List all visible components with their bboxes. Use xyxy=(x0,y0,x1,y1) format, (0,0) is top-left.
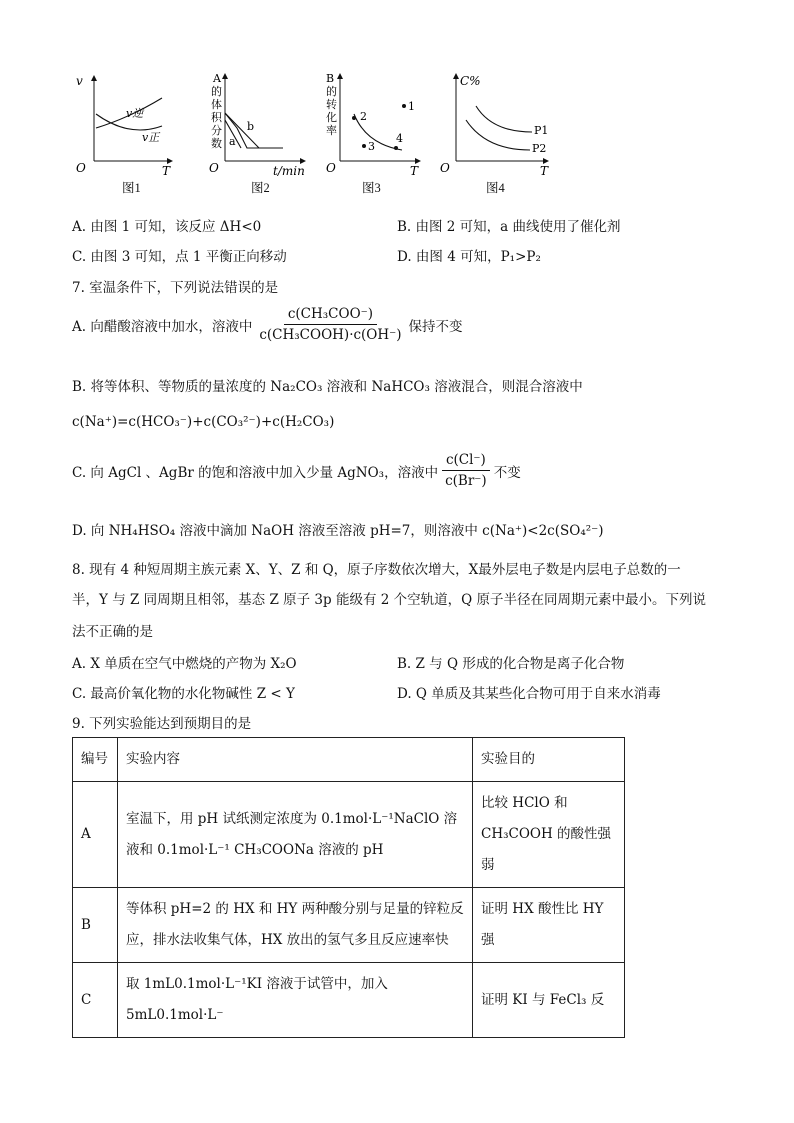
fig2-y-6: 数 xyxy=(211,137,222,150)
fig3-y-4: 化 xyxy=(326,111,337,124)
q7-option-b[interactable]: B. 将等体积、等物质的量浓度的 Na₂CO₃ 溶液和 NaHCO₃ 溶液混合，则混合溶液中 xyxy=(72,379,583,395)
fig2-label-a: a xyxy=(229,135,236,148)
fig3-label-3: 3 xyxy=(368,140,375,153)
q8-option-a[interactable]: A. X 单质在空气中燃烧的产物为 X₂O xyxy=(72,656,297,672)
fig1-origin: O xyxy=(76,161,86,175)
figure-4-graph xyxy=(438,68,558,178)
header-content: 实验内容 xyxy=(118,738,473,782)
q6-option-c[interactable]: C. 由图 3 可知，点 1 平衡正向移动 xyxy=(72,249,287,265)
q8-option-d[interactable]: D. Q 单质及其某些化合物可用于自来水消毒 xyxy=(397,686,661,702)
fig2-label-b: b xyxy=(247,120,255,133)
table-row[interactable] xyxy=(73,963,625,1038)
fig1-x-label: T xyxy=(162,164,171,178)
table-row[interactable] xyxy=(73,782,625,888)
q7-a-fraction xyxy=(255,306,405,343)
fig3-label-4: 4 xyxy=(396,132,403,145)
figure-2 xyxy=(205,68,320,195)
row-a-id: A xyxy=(73,782,118,888)
fig3-y-1: B xyxy=(326,72,335,85)
fig3-y-2: 的 xyxy=(326,85,337,98)
row-c-purpose: 证明 KI 与 FeCl₃ 反 xyxy=(473,963,625,1038)
fig3-caption: 图3 xyxy=(362,181,381,195)
row-b-purpose: 证明 HX 酸性比 HY 强 xyxy=(473,888,625,963)
fig2-caption: 图2 xyxy=(251,181,270,195)
fig2-y-1: A xyxy=(213,72,221,85)
q8-stem-line3: 法不正确的是 xyxy=(72,624,153,640)
q7-c-text: C. 向 AgCl 、AgBr 的饱和溶液中加入少量 AgNO₃，溶液中 xyxy=(72,464,439,481)
q7-c-tail: 不变 xyxy=(493,464,521,481)
figure-1-graph xyxy=(74,68,184,178)
fig3-label-1: 1 xyxy=(408,100,415,113)
row-b-id: B xyxy=(73,888,118,963)
table-row[interactable] xyxy=(73,888,625,963)
q8-option-b[interactable]: B. Z 与 Q 形成的化合物是离子化合物 xyxy=(397,656,625,672)
fig3-y-3: 转 xyxy=(326,98,337,111)
q9-stem: 9. 下列实验能达到预期目的是 xyxy=(72,716,252,732)
fig1-y-label: v xyxy=(76,74,83,88)
fig1-label-forward: v正 xyxy=(142,131,160,144)
fig3-y-5: 率 xyxy=(326,124,337,137)
fig3-label-2: 2 xyxy=(360,110,367,123)
fig2-x-label: t/min xyxy=(273,164,305,178)
point-2 xyxy=(352,116,356,120)
q7-option-d[interactable]: D. 向 NH₄HSO₄ 溶液中滴加 NaOH 溶液至溶液 pH=7，则溶液中 c(Na⁺)<2c(SO₄²⁻) xyxy=(72,523,604,539)
fig4-label-p1: P1 xyxy=(534,124,549,137)
figure-4 xyxy=(438,68,558,195)
q7-a-tail: 保持不变 xyxy=(408,318,463,335)
row-c-content: 取 1mL0.1mol·L⁻¹KI 溶液于试管中，加入 5mL0.1mol·L⁻ xyxy=(118,963,473,1038)
fig2-y-5: 分 xyxy=(211,124,222,137)
fig3-x-label: T xyxy=(410,164,419,178)
curve-p2 xyxy=(466,120,530,150)
header-purpose: 实验目的 xyxy=(473,738,625,782)
q8-stem-line1: 8. 现有 4 种短周期主族元素 X、Y、Z 和 Q，原子序数依次增大，X最外层电子数是内层电子总数的一 xyxy=(72,562,681,578)
q7-a-denominator: c(CH₃COOH)·c(OH⁻) xyxy=(259,327,402,343)
fig4-label-p2: P2 xyxy=(532,142,547,155)
point-4 xyxy=(394,146,398,150)
fig3-origin: O xyxy=(326,161,336,175)
q7-c-numerator: c(Cl⁻) xyxy=(442,452,490,471)
fig4-origin: O xyxy=(440,161,450,175)
figure-2-graph xyxy=(205,68,320,178)
fig4-caption: 图4 xyxy=(486,181,505,195)
q7-option-a[interactable] xyxy=(72,306,463,343)
fig4-y-label: C% xyxy=(460,74,481,88)
fig1-label-reverse: v逆 xyxy=(126,107,144,120)
row-a-purpose: 比较 HClO 和 CH₃COOH 的酸性强弱 xyxy=(473,782,625,888)
q8-stem-line2: 半，Y 与 Z 同周期且相邻，基态 Z 原子 3p 能级有 2 个空轨道，Q 原子半径在同周期元素中最小。下列说 xyxy=(72,592,706,608)
header-id: 编号 xyxy=(73,738,118,782)
q9-table xyxy=(72,737,625,1038)
q6-option-b[interactable]: B. 由图 2 可知，a 曲线使用了催化剂 xyxy=(397,219,621,235)
table-header-row xyxy=(73,738,625,782)
q7-a-text: A. 向醋酸溶液中加水，溶液中 xyxy=(72,318,253,335)
q7-option-b-formula: c(Na⁺)=c(HCO₃⁻)+c(CO₃²⁻)+c(H₂CO₃) xyxy=(72,414,335,430)
fig4-x-label: T xyxy=(540,164,549,178)
fig2-y-2: 的 xyxy=(211,85,222,98)
q7-c-denominator: c(Br⁻) xyxy=(445,473,487,489)
figure-3 xyxy=(322,68,432,195)
curve-p1 xyxy=(476,106,532,132)
fig2-y-3: 体 xyxy=(211,98,222,111)
q7-c-fraction xyxy=(441,452,491,489)
q6-option-d[interactable]: D. 由图 4 可知，P₁>P₂ xyxy=(397,249,541,265)
fig1-caption: 图1 xyxy=(122,181,141,195)
point-1 xyxy=(402,104,406,108)
q6-option-a[interactable]: A. 由图 1 可知，该反应 ΔH<0 xyxy=(72,219,262,235)
fig2-y-4: 积 xyxy=(211,111,222,124)
row-b-content: 等体积 pH=2 的 HX 和 HY 两种酸分别与足量的锌粒反应，排水法收集气体，HX 放出的氢气多且反应速率快 xyxy=(118,888,473,963)
row-c-id: C xyxy=(73,963,118,1038)
figure-3-graph xyxy=(322,68,432,178)
q8-option-c[interactable]: C. 最高价氧化物的水化物碱性 Z < Y xyxy=(72,686,295,702)
q7-option-c[interactable] xyxy=(72,452,521,489)
fig2-origin: O xyxy=(209,161,219,175)
figure-1 xyxy=(74,68,184,195)
point-3 xyxy=(362,144,366,148)
row-a-content: 室温下，用 pH 试纸测定浓度为 0.1mol·L⁻¹NaClO 溶液和 0.1mol·L⁻¹ CH₃COONa 溶液的 pH xyxy=(118,782,473,888)
q7-a-numerator: c(CH₃COO⁻) xyxy=(284,306,377,325)
q7-stem: 7. 室温条件下，下列说法错误的是 xyxy=(72,280,279,296)
